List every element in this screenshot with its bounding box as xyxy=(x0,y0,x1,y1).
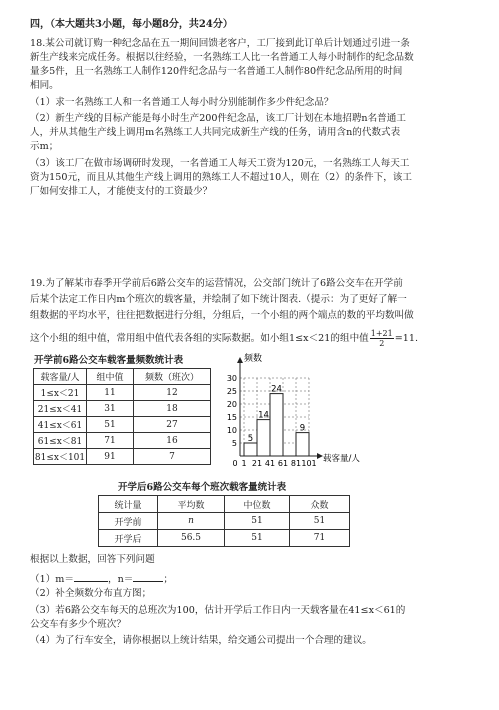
y-tick-label: 15 xyxy=(226,413,237,422)
table-cell: 开学后 xyxy=(99,530,158,547)
table-cell: 开学前 xyxy=(99,513,158,530)
x-tick-label: 21 xyxy=(251,459,263,468)
fraction-result: =11. xyxy=(394,333,419,344)
table-cell: 91 xyxy=(87,449,134,465)
n-answer-blank[interactable] xyxy=(133,571,163,582)
q19-sub-3-line-1: （3）若6路公交车每天的总班次为100，估计开学后工作日内一天载客量在41≤x＜61的 xyxy=(30,605,406,616)
y-tick-labels xyxy=(227,374,237,448)
y-tick-label: 25 xyxy=(226,387,237,396)
table-row xyxy=(99,530,350,547)
x-tick-label: 101 xyxy=(301,459,317,468)
q18-line-11: 厂如何安排工人，才能使支付的工资最少？ xyxy=(30,186,213,197)
x-tick-label: 61 xyxy=(277,459,289,468)
table-row xyxy=(34,449,211,465)
q19-line-1: 19.为了解某市春季开学前后6路公交车的运营情况，公交部门统计了6路公交车在开学前 xyxy=(30,278,403,289)
header-cell: 众数 xyxy=(290,496,350,513)
table-cell: 31 xyxy=(87,401,134,417)
table-row xyxy=(34,433,211,449)
fraction-numerator: 1+21 xyxy=(370,329,393,338)
table-row xyxy=(99,513,350,530)
x-tick-label: 81 xyxy=(290,459,302,468)
header-cell: 频数（班次） xyxy=(134,369,211,385)
header-cell: 平均数 xyxy=(158,496,225,513)
group-midpoint-fraction xyxy=(370,329,394,348)
q18-line-9: （3）该工厂在做市场调研时发现，一名普通工人每天工资为120元，一名熟练工人每天工 xyxy=(30,158,410,169)
table-row xyxy=(34,401,211,417)
table-cell: 51 xyxy=(87,417,134,433)
freq-table-title: 开学前6路公交车载客量频数统计表 xyxy=(34,355,184,366)
q19-line-2: 后某个法定工作日内m个班次的载客量，并绘制了如下统计图表.（提示：为了更好了解一 xyxy=(30,294,407,305)
q18-line-2: 新生产线来完成任务。根据以往经验，一名熟练工人比一名普通工人每小时制作的纪念品数 xyxy=(30,52,414,63)
q19-sub-4: （4）为了行车安全，请你根据以上统计结果，给交通公司提出一个合理的建议。 xyxy=(30,635,372,646)
header-cell: 统计量 xyxy=(99,496,158,513)
y-tick-label: 10 xyxy=(226,426,237,435)
q18-line-3: 量多5件，且一名熟练工人制作120件纪念品与一名普通工人制作80件纪念品所用的时间 xyxy=(30,66,403,77)
y-tick-label: 5 xyxy=(231,439,237,448)
origin-label: 0 xyxy=(232,459,238,468)
section-header: 四，（本大题共3小题，每小题8分，共24分） xyxy=(30,19,233,30)
table-cell: n xyxy=(158,513,225,530)
q18-line-4: 相同。 xyxy=(30,80,59,91)
table-row xyxy=(34,385,211,401)
q19-line-3: 组数据的平均水平，往往把数据进行分组，分组后，一个小组的两个端点的数的平均数叫做 xyxy=(30,310,414,321)
q19-sub-1-n-label: ，n＝ xyxy=(107,574,134,585)
header-cell: 中位数 xyxy=(225,496,290,513)
q18-line-10: 资为150元，而且从其他生产线上调用的熟练工人不超过10人，则在（2）的条件下，该工 xyxy=(30,172,412,183)
table-cell: 16 xyxy=(134,433,211,449)
histogram-bars xyxy=(244,385,309,456)
q19-line-4-text: 这个小组的组中值，常用组中值代表各组的实际数据。如小组1≤x＜21的组中值 xyxy=(30,333,369,344)
freq-table xyxy=(33,368,211,465)
stats-table-title: 开学后6路公交车每个班次载客量统计表 xyxy=(118,482,287,493)
x-tick-label: 41 xyxy=(264,459,276,468)
y-axis-title: 频数 xyxy=(244,354,263,364)
histogram-chart xyxy=(222,352,387,470)
bar-value-label: 14 xyxy=(258,410,269,421)
q18-line-1: 18.某公司就订购一种纪念品在五一期间回馈老客户，工厂接到此订单后计划通过引进一条 xyxy=(30,38,410,49)
q18-line-5: （1）求一名熟练工人和一名普通工人每小时分别能制作多少件纪念品？ xyxy=(30,97,334,108)
q19-sub-3-line-2: 公交车有多少个班次？ xyxy=(30,619,126,630)
q19-line-4 xyxy=(30,329,418,348)
table-cell: 51 xyxy=(290,513,350,530)
table-cell: 71 xyxy=(290,530,350,547)
table-cell: 11 xyxy=(87,385,134,401)
table-cell: 51 xyxy=(225,530,290,547)
table-row xyxy=(34,369,211,385)
q19-sub-2: （2）补全频数分布直方图； xyxy=(30,588,152,599)
bar-value-label: 24 xyxy=(271,384,282,395)
table-cell: 12 xyxy=(134,385,211,401)
bar-value-label: 5 xyxy=(247,434,254,444)
header-cell: 载客量/人 xyxy=(34,369,87,385)
histogram-bar xyxy=(244,443,257,456)
y-tick-label: 30 xyxy=(226,374,237,383)
q19-sub-1 xyxy=(30,571,173,586)
histogram-bar xyxy=(270,394,283,456)
table-cell: 51 xyxy=(225,513,290,530)
table-cell: 41≤x＜61 xyxy=(34,417,87,433)
histogram-bar xyxy=(257,420,270,456)
x-tick-labels xyxy=(232,459,316,468)
table-row xyxy=(99,496,350,513)
table-cell: 18 xyxy=(134,401,211,417)
table-cell: 21≤x＜41 xyxy=(34,401,87,417)
stats-table xyxy=(98,495,350,547)
table-cell: 27 xyxy=(134,417,211,433)
histogram-bar xyxy=(296,433,309,456)
table-cell: 71 xyxy=(87,433,134,449)
table-cell: 61≤x＜81 xyxy=(34,433,87,449)
x-axis-title: 载客量/人 xyxy=(323,454,360,464)
q19-sub-1-end: ； xyxy=(163,574,173,585)
q19-prompt: 根据以上数据，回答下列问题 xyxy=(30,554,155,565)
q19-sub-1-m-label: （1）m＝ xyxy=(30,574,74,585)
table-row xyxy=(34,417,211,433)
header-cell: 组中值 xyxy=(87,369,134,385)
table-cell: 1≤x＜21 xyxy=(34,385,87,401)
m-answer-blank[interactable] xyxy=(74,571,108,582)
table-cell: 56.5 xyxy=(158,530,225,547)
table-cell: 81≤x＜101 xyxy=(34,449,87,465)
bar-value-label: 9 xyxy=(299,423,306,434)
q18-line-8: 示m； xyxy=(30,141,59,152)
fraction-denominator: 2 xyxy=(379,339,385,348)
q18-line-7: 人，并从其他生产线上调用m名熟练工人共同完成新生产线的任务，请用含n的代数式表 xyxy=(30,127,401,138)
x-tick-label: 1 xyxy=(241,459,247,468)
y-tick-label: 20 xyxy=(226,400,237,409)
table-cell: 7 xyxy=(134,449,211,465)
q18-line-6: （2）新生产线的目标产能是每小时生产200件纪念品，该工厂计划在本地招聘n名普通工 xyxy=(30,113,406,124)
